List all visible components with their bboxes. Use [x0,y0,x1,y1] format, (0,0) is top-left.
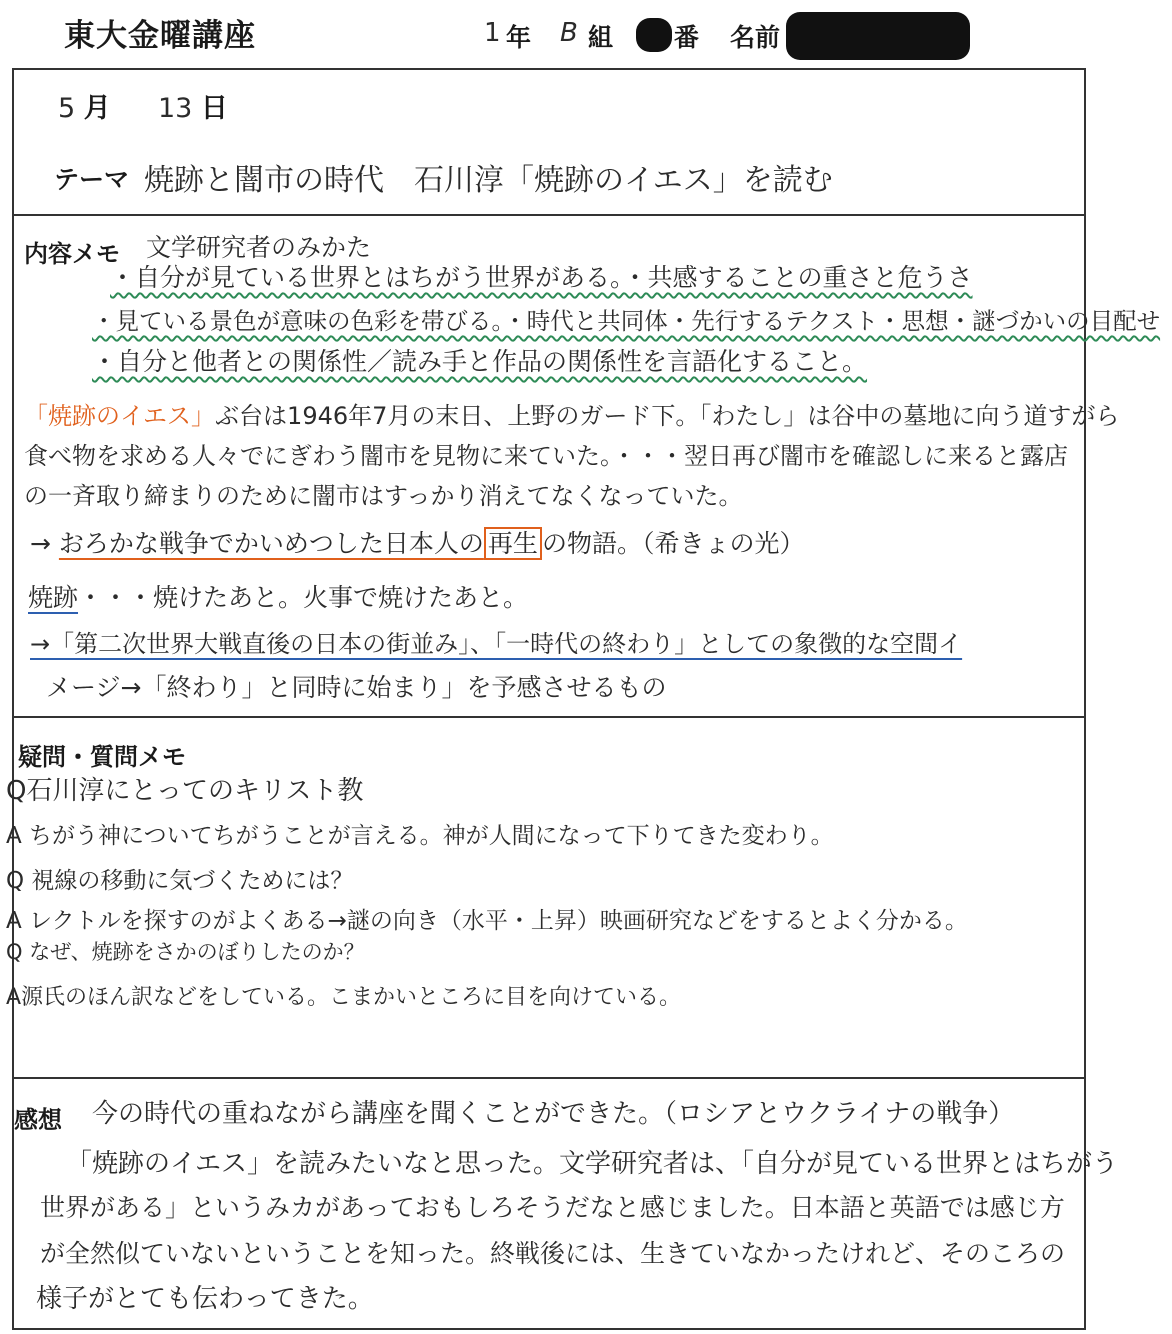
content-para-line-2: 食べ物を求める人々でにぎわう闇市を見物に来ていた。・・・翌日再び闇市を確認しに来ると露店 [24,442,1068,470]
question-line-2: Q 視線の移動に気づくためには？ [6,868,354,894]
impressions-label: 感想 [14,1106,62,1134]
question-line-1: Q石川淳にとってのキリスト教 [6,776,364,806]
grade-label: 年 [506,23,532,52]
content-arrow-line-3: メージ→「終わり」と同時に始まり」を予感させるもの [46,673,667,702]
divider-questions-impressions [12,1077,1086,1079]
answer-line-3: A源氏のほん訳などをしている。こまかいところに目を向けている。 [6,985,682,1010]
impression-line-4: が全然似ていないということを知った。終戦後には、生きていなかったけれど、そのころの [40,1239,1066,1268]
divider-theme-content [12,214,1086,216]
course-title: 東大金曜講座 [64,18,256,54]
rebirth-phrase: おろかな戦争でかいめつした日本人の [58,529,484,558]
content-arrow-line-1 [30,524,804,560]
number-label: 番 [674,23,700,52]
answer-line-2: A レクトルを探すのがよくある→謎の向き（水平・上昇）映画研究などをするとよく分かる。 [6,908,968,934]
content-para-line-3: の一斉取り締まりのために闇市はすっかり消えてなくなっていた。 [24,482,743,510]
content-arrow-line-2: →「第二次世界大戦直後の日本の街並み」、「一時代の終わり」としての象徴的な空間イ [30,630,963,658]
content-para-line-1-text: ぶ台は1946年7月の末日、上野のガード下。「わたし」は谷中の墓地に向う道すがら [215,402,1120,430]
redacted-name [786,12,970,60]
class-value: B [560,18,578,48]
question-line-3: Q なぜ、焼跡をさかのぼりしたのか？ [6,940,365,964]
date-month-label: 月 [83,93,111,124]
yakeato-term: 焼跡 [28,583,79,612]
date-month: 5 [58,93,76,124]
date [58,86,228,125]
content-para-line-1 [24,396,1119,431]
impression-line-1: 今の時代の重ねながら講座を聞くことができた。（ロシアとウクライナの戦争） [92,1099,1015,1129]
questions-label: 疑問・質問メモ [18,743,186,771]
impression-line-5: 様子がとても伝わってきた。 [36,1284,374,1314]
content-bullet-3: ・自分と他者との関係性／読み手と作品の関係性を言語化すること。 [92,347,868,376]
divider-content-questions [12,716,1086,718]
impression-line-3: 世界がある」というみカがあっておもしろそうだなと感じました。日本語と英語では感じ方 [40,1193,1065,1222]
date-day: 13 [157,93,193,124]
content-bullet-1: ・自分が見ている世界とはちがう世界がある。・共感することの重さと危うさ [110,263,973,292]
date-day-label: 日 [200,93,228,124]
content-memo-label: 内容メモ [24,240,120,268]
theme-text: 焼跡と闇市の時代 石川淳「焼跡のイエス」を読む [144,163,833,198]
redacted-number [636,18,672,52]
rebirth-underlined [59,527,542,560]
answer-line-1: A ちがう神についてちがうことが言える。神が人間になって下りてきた変わり。 [6,823,834,849]
yakeato-definition: ・・・焼けたあと。火事で焼けたあと。 [78,583,529,612]
content-bullet-2: ・見ている景色が意味の色彩を帯びる。・時代と共同体・先行するテクスト・思想・謎づかいの目配せ [92,307,1161,335]
impression-line-2: 「焼跡のイエス」を読みたいなと思った。文学研究者は、「自分が見ている世界とはちがう [66,1149,1118,1179]
class-label: 組 [588,23,614,52]
grade-value: 1 [484,18,501,48]
rebirth-boxed: 再生 [484,527,542,560]
rebirth-tail: の物語。（希きょの光） [541,529,805,558]
content-memo-heading: 文学研究者のみかた [146,233,372,262]
novel-title-highlight: 「焼跡のイエス」 [24,402,216,430]
name-label: 名前 [730,23,781,52]
theme-label: テーマ [54,165,130,194]
content-yakeato-line [28,578,528,614]
arrow-1: → [30,529,51,558]
